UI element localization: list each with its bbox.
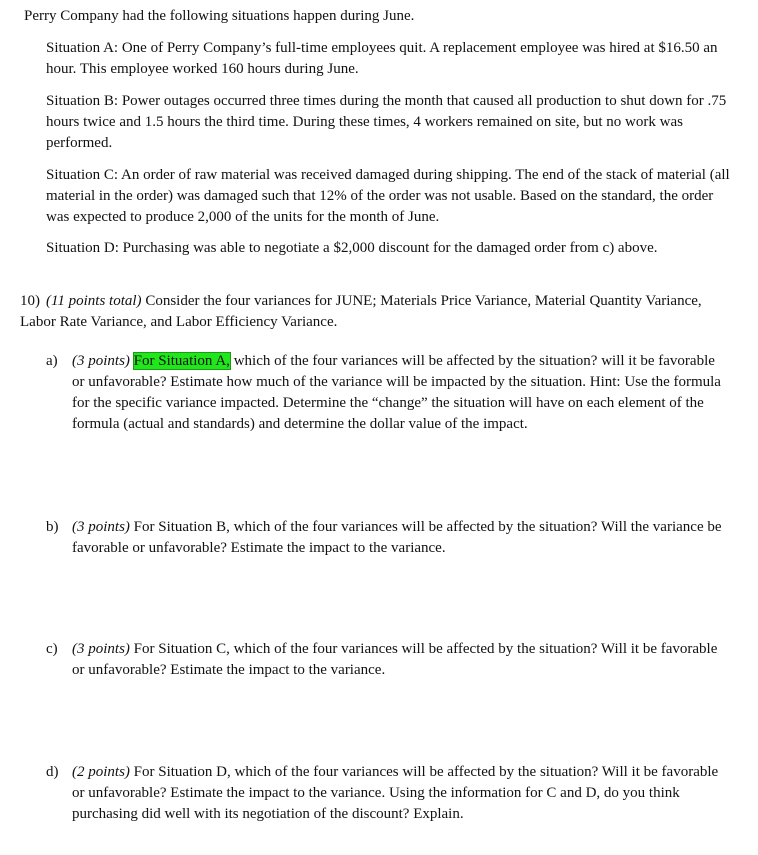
part-letter: a): [46, 353, 58, 369]
part-c: [46, 639, 726, 681]
part-letter: d): [46, 764, 59, 780]
part-points: (3 points): [72, 641, 130, 657]
question-number: 10): [20, 293, 40, 309]
intro-text: Perry Company had the following situations happen during June.: [24, 8, 415, 24]
part-text: For Situation B, which of the four variances will be affected by the situation? Will the variance be favorable or unfavorable? Estimate the impact to the variance.: [72, 519, 722, 556]
question-points: (11 points total): [46, 293, 142, 309]
situation-text: An order of raw material was received damaged during shipping. The end of the stack of material (all material in the order) was damaged such that 12% of the order was not usable. Based on the standard, the order was expected to produce 2,000 of the units for the month of June.: [46, 167, 730, 225]
part-letter: b): [46, 519, 59, 535]
situation-c: [46, 165, 732, 228]
part-text: which of the four variances will be affected by the situation? will it be favorable or unfavorable? Estimate how much of the variance will be impacted by the situation. Hint: Use the formula for the specific variance impacted. Determine the “change” the situation will have on each element of the formula (actual and standards) and determine the dollar value of the impact.: [72, 353, 721, 432]
situation-label: Situation A:: [46, 40, 119, 56]
highlighted-text: For Situation A,: [133, 353, 230, 369]
part-points: (2 points): [72, 764, 130, 780]
situation-text: Power outages occurred three times during the month that caused all production to shut down for .75 hours twice and 1.5 hours the third time. During these times, 4 workers remained on site, but no work was performed.: [46, 93, 727, 151]
part-text: For Situation D, which of the four variances will be affected by the situation? Will it be favorable or unfavorable? Estimate the impact to the variance. Using the information for C and D, do you think purchasing did well with its negotiation of the discount? Explain.: [72, 764, 719, 822]
part-points: (3 points): [72, 519, 130, 535]
question-10: [20, 291, 740, 333]
part-b: [46, 517, 726, 559]
question-text: Consider the four variances for JUNE; Materials Price Variance, Material Quantity Variance, Labor Rate Variance, and Labor Efficiency Variance.: [20, 293, 702, 330]
part-letter: c): [46, 641, 58, 657]
part-d: [46, 762, 726, 825]
situation-text: One of Perry Company’s full-time employees quit. A replacement employee was hired at $16.50 an hour. This employee worked 160 hours during June.: [46, 40, 718, 77]
situation-d: [46, 238, 732, 259]
situation-a: [46, 38, 732, 80]
situation-label: Situation C:: [46, 167, 119, 183]
situation-b: [46, 91, 732, 154]
part-a: [46, 351, 726, 435]
part-text: For Situation C, which of the four variances will be affected by the situation? Will it be favorable or unfavorable? Estimate the impact to the variance.: [72, 641, 718, 678]
situation-label: Situation D:: [46, 240, 119, 256]
situation-text: Purchasing was able to negotiate a $2,000 discount for the damaged order from c) above.: [122, 240, 658, 256]
part-points: (3 points): [72, 353, 130, 369]
situation-label: Situation B:: [46, 93, 119, 109]
